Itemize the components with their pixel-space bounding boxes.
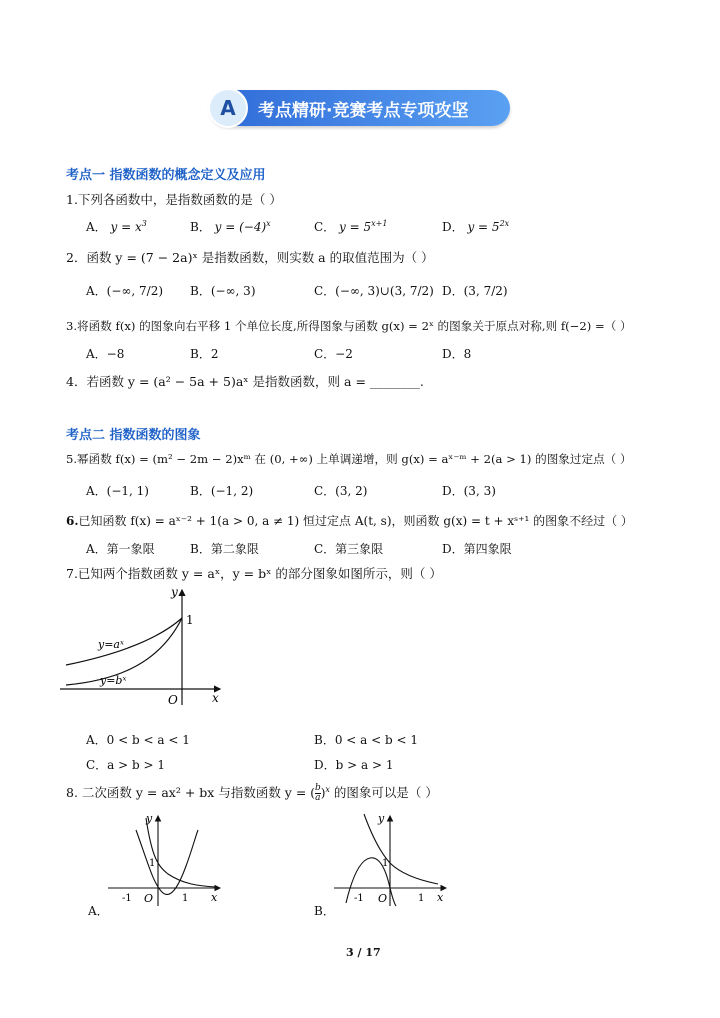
q3-option-a: A．−8 [86, 347, 125, 361]
banner-letter: A [208, 88, 248, 128]
q8a-origin-label: O [144, 892, 154, 905]
q6-option-a: A．第一象限 [86, 542, 155, 556]
q2-option-d: D．(3, 7/2) [442, 284, 508, 298]
q8b-one-y-label: 1 [382, 858, 389, 869]
q7-graph [60, 580, 230, 715]
question-1-stem: 1.下列各函数中，是指数函数的是（ ） [66, 192, 282, 207]
q7-origin-label: O [168, 693, 178, 707]
q8b-neg1-label: -1 [354, 893, 364, 904]
question-3-stem: 3.将函数 f(x) 的图象向右平移 1 个单位长度,所得图象与函数 g(x) = 2ˣ 的图象关于原点对称,则 f(−2) =（ ） [66, 319, 632, 333]
question-6-stem: 6.已知函数 f(x) = aˣ⁻² + 1(a > 0, a ≠ 1) 恒过定点 A(t, s)，则函数 g(x) = t + xˢ⁺¹ 的图象不经过（ ） [66, 514, 633, 528]
q5-option-a: A．(−1, 1) [86, 484, 149, 498]
q7-y-label: y [171, 585, 178, 599]
question-6-number: 6. [66, 514, 79, 528]
q8b-origin-label: O [378, 892, 388, 905]
question-5-stem: 5.幂函数 f(x) = (m² − 2m − 2)xᵐ 在 (0, +∞) 上单调递增，则 g(x) = aˣ⁻ᵐ + 2(a > 1) 的图象过定点（ ） [66, 452, 632, 466]
q6-option-c: C．第三象限 [314, 542, 384, 556]
q2-option-b: B．(−∞, 3) [190, 284, 256, 298]
q1-option-c: C． $y = 5^{x+1}$ [314, 219, 388, 234]
q2-option-c: C．(−∞, 3)∪(3, 7/2) [314, 284, 434, 298]
section-heading-1: 考点一 指数函数的概念定义及应用 [66, 168, 266, 183]
q8b-y-label: y [378, 812, 385, 825]
q7-option-b: B．0 < a < b < 1 [314, 733, 418, 747]
section-heading-2: 考点二 指数函数的图象 [66, 428, 201, 443]
banner-title: 考点精研·竞赛考点专项攻坚 [258, 101, 469, 121]
q8-fraction-numerator: b [314, 783, 321, 793]
q7-option-c: C．a > b > 1 [86, 758, 166, 772]
q8a-exponential [146, 818, 216, 887]
question-2-stem: 2．函数 y = (7 − 2a)ˣ 是指数函数，则实数 a 的取值范围为（ ） [66, 250, 434, 265]
q8a-one-y-label: 1 [149, 858, 156, 869]
question-7-stem: 7.已知两个指数函数 y = aˣ，y = bˣ 的部分图象如图所示，则（ ） [66, 566, 442, 581]
q7-x-label: x [212, 691, 219, 705]
q8a-one-x-label: 1 [182, 893, 189, 904]
q8b-x-label: x [437, 891, 444, 904]
question-4-stem: 4．若函数 y = (a² − 5a + 5)aˣ 是指数函数，则 a = ________. [66, 374, 424, 389]
q7-curve-b-label: y=bˣ [100, 674, 127, 687]
q7-curve-a [66, 618, 182, 665]
q8b-exponential [364, 814, 438, 884]
q8-fraction-denominator: a [315, 793, 321, 803]
q8-option-a-label: A． [88, 904, 109, 918]
q8-graph-a [108, 808, 228, 908]
question-8-stem: 8. 二次函数 y = ax² + bx 与指数函数 $y = (\frac{b}{a})^x$ 的图象可以是（ ） [66, 783, 438, 803]
q8-option-b-label: B． [314, 904, 335, 918]
q3-option-d: D．8 [442, 347, 472, 361]
q3-option-c: C．−2 [314, 347, 353, 361]
q1-option-d: D． $y = 5^{2x}$ [442, 219, 510, 234]
page-number: 3 / 17 [346, 946, 381, 959]
q2-option-a: A．(−∞, 7/2) [86, 284, 164, 298]
q8a-parabola [136, 830, 198, 894]
q7-option-d: D．b > a > 1 [314, 758, 394, 772]
q3-option-b: B．2 [190, 347, 219, 361]
q5-option-b: B．(−1, 2) [190, 484, 254, 498]
q6-option-b: B．第二象限 [190, 542, 259, 556]
q8a-neg1-label: -1 [122, 893, 132, 904]
q5-option-d: D．(3, 3) [442, 484, 496, 498]
q8b-one-x-label: 1 [418, 893, 425, 904]
q1-option-b: B． $y = (-4)^x$ [190, 219, 271, 234]
q5-option-c: C．(3, 2) [314, 484, 368, 498]
q6-option-d: D．第四象限 [442, 542, 512, 556]
section-banner [210, 90, 510, 126]
q1-option-a: A． $y = x^3$ [86, 219, 147, 234]
q8a-x-label: x [211, 891, 218, 904]
q7-option-a: A．0 < b < a < 1 [86, 733, 190, 747]
q8a-y-label: y [146, 812, 153, 825]
q7-one-label: 1 [186, 613, 194, 627]
q8-graph-b [334, 808, 454, 908]
q7-curve-a-label: y=aˣ [98, 638, 124, 651]
